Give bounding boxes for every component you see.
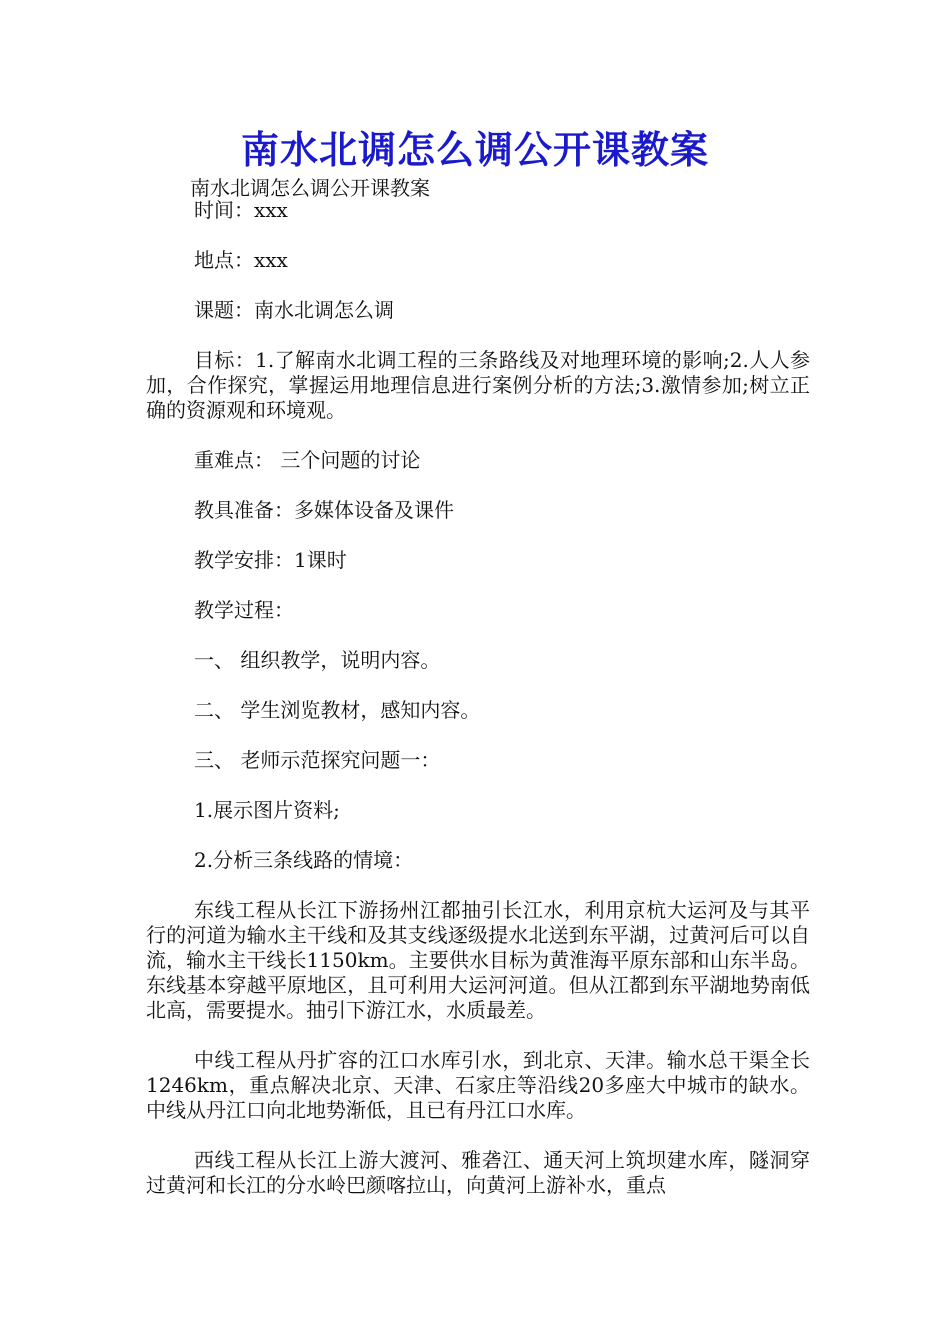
paragraph-middle-route: 中线工程从丹扩容的江口水库引水，到北京、天津。输水总干渠全长1246km，重点解决北京、天津、石家庄等沿线20多座大中城市的缺水。中线从丹江口向北地势渐低，且已有丹江口水库。 (146, 1048, 810, 1122)
spacer (146, 523, 810, 548)
paragraph-location: 地点：xxx (194, 248, 288, 272)
spacer (146, 273, 810, 298)
spacer (146, 773, 810, 798)
document-subtitle: 南水北调怎么调公开课教案 (190, 176, 430, 200)
spacer (146, 473, 810, 498)
spacer (146, 723, 810, 748)
paragraph-west-route: 西线工程从长江上游大渡河、雅砻江、通天河上筑坝建水库，隧洞穿过黄河和长江的分水岭巴颜喀拉山，向黄河上游补水，重点 (146, 1148, 810, 1197)
document-body (146, 198, 810, 1198)
paragraph-schedule: 教学安排：1课时 (194, 548, 347, 572)
spacer (146, 323, 810, 348)
paragraph-substep-1: 1.展示图片资料; (194, 798, 340, 822)
paragraph-time: 时间：xxx (194, 198, 288, 222)
paragraph-step-3: 三、 老师示范探究问题一： (194, 748, 441, 772)
paragraph-goals: 目标：1.了解南水北调工程的三条路线及对地理环境的影响;2.人人参加，合作探究，掌握运用地理信息进行案例分析的方法;3.激情参加;树立正确的资源观和环境观。 (146, 348, 810, 422)
spacer (146, 673, 810, 698)
spacer (146, 1023, 810, 1048)
paragraph-substep-2: 2.分析三条线路的情境： (194, 848, 414, 872)
paragraph-step-1: 一、 组织教学，说明内容。 (194, 648, 441, 672)
paragraph-materials: 教具准备：多媒体设备及课件 (194, 498, 454, 522)
spacer (146, 223, 810, 248)
spacer (146, 573, 810, 598)
spacer (146, 623, 810, 648)
paragraph-topic: 课题：南水北调怎么调 (194, 298, 394, 322)
spacer (146, 873, 810, 898)
spacer (146, 1123, 810, 1148)
document-title: 南水北调怎么调公开课教案 (240, 127, 709, 172)
spacer (146, 423, 810, 448)
spacer (146, 823, 810, 848)
paragraph-step-2: 二、 学生浏览教材，感知内容。 (194, 698, 481, 722)
paragraph-key-points: 重难点： 三个问题的讨论 (194, 448, 421, 472)
paragraph-process-heading: 教学过程： (194, 598, 294, 622)
paragraph-east-route: 东线工程从长江下游扬州江都抽引长江水，利用京杭大运河及与其平行的河道为输水主干线和及其支线逐级提水北送到东平湖，过黄河后可以自流，输水主干线长1150km。主要供水目标为黄淮海平原东部和山东半岛。东线基本穿越平原地区，且可利用大运河河道。但从江都到东平湖地势南低北高，需要提水。抽引下游江水，水质最差。 (146, 898, 810, 1022)
